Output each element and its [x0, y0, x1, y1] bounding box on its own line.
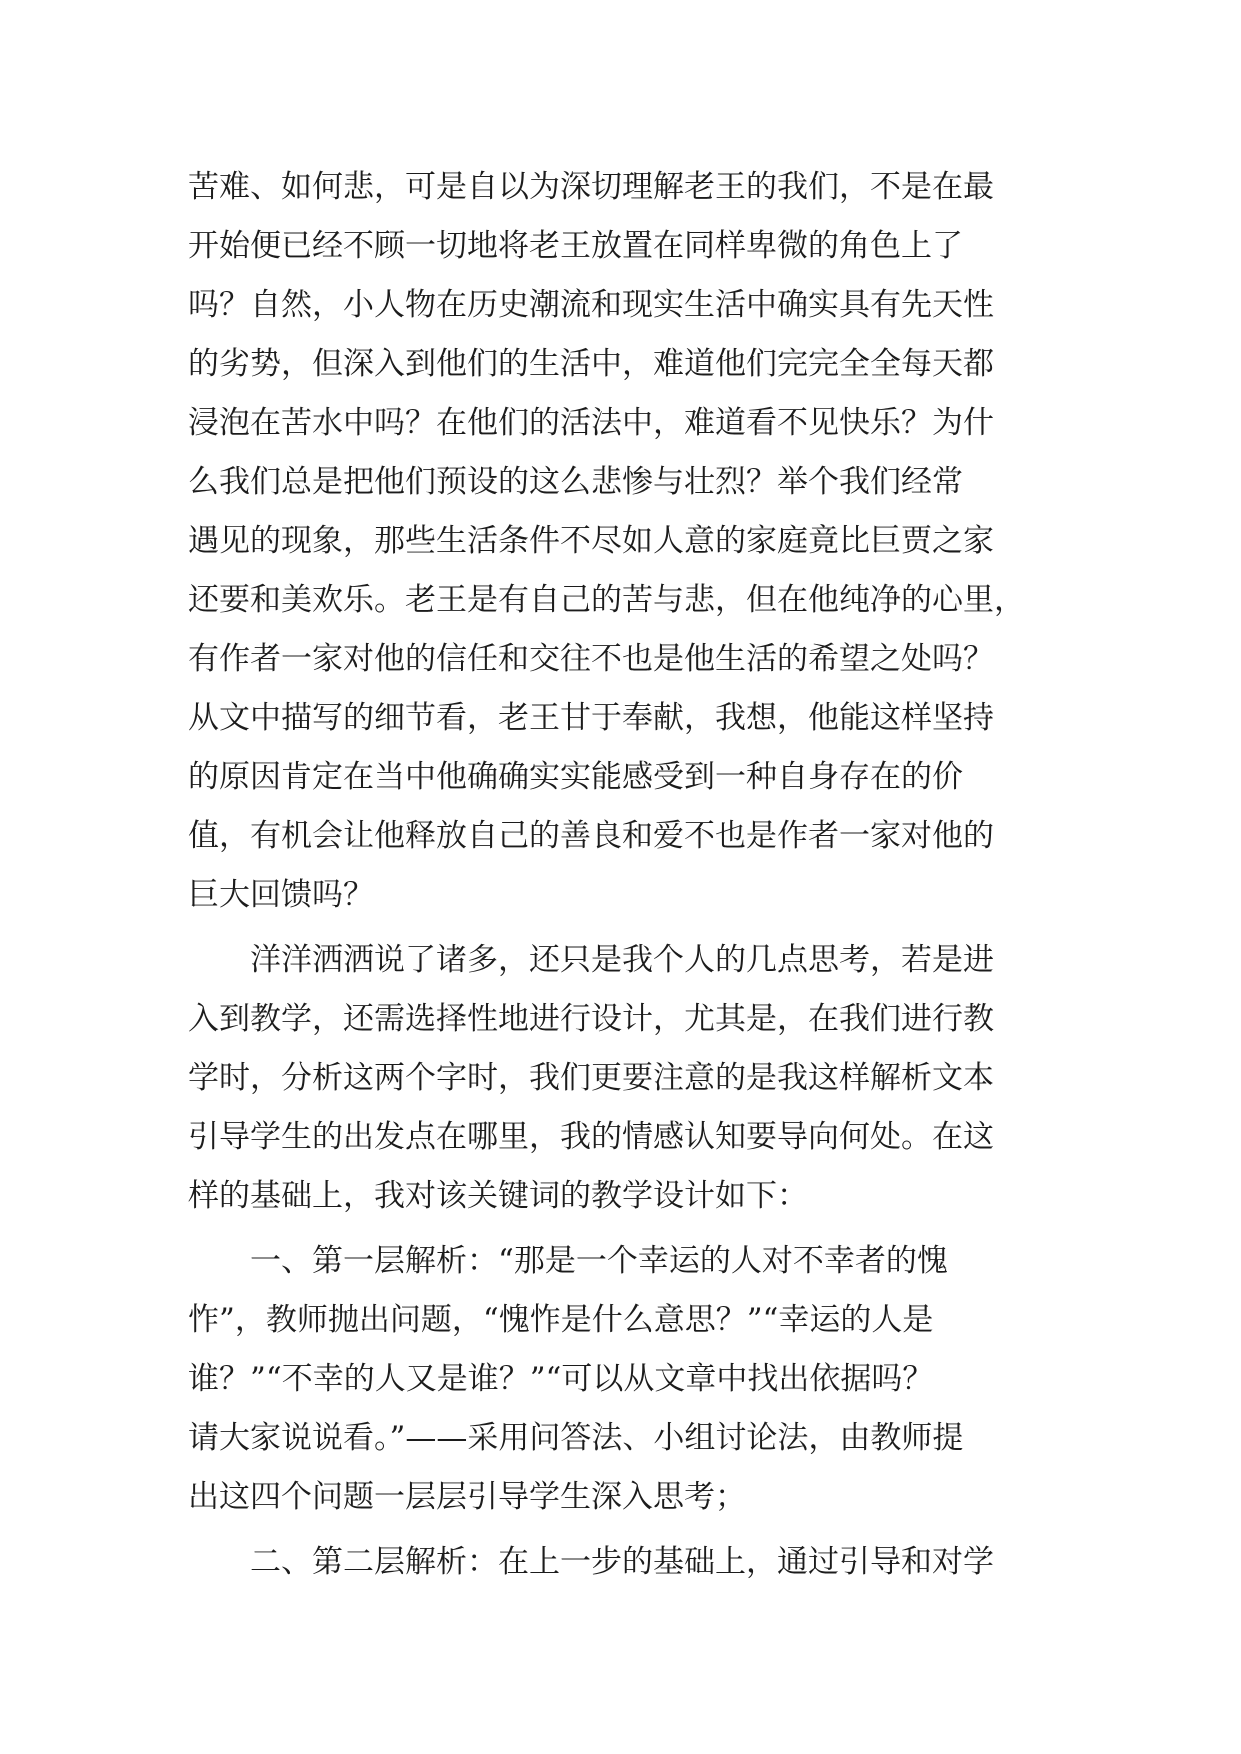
text-line: 谁？”“不幸的人又是谁？”“可以从文章中找出依据吗？	[188, 1361, 934, 1397]
paragraph-first-line: 一、第一层解析：“那是一个幸运的人对不幸者的愧	[250, 1243, 948, 1279]
text-line: 浸泡在苦水中吗？在他们的活法中，难道看不见快乐？为什	[188, 405, 994, 441]
text-line: 入到教学，还需选择性地进行设计，尤其是，在我们进行教	[188, 1001, 994, 1037]
text-line: 有作者一家对他的信任和交往不也是他生活的希望之处吗？	[188, 641, 994, 677]
text-line: 的原因肯定在当中他确确实实能感受到一种自身存在的价	[188, 759, 963, 795]
text-line: 遇见的现象，那些生活条件不尽如人意的家庭竟比巨贾之家	[188, 523, 994, 559]
text-line: 样的基础上，我对该关键词的教学设计如下：	[188, 1178, 808, 1214]
text-line: 学时，分析这两个字时，我们更要注意的是我这样解析文本	[188, 1060, 994, 1096]
text-line: 从文中描写的细节看，老王甘于奉献，我想，他能这样坚持	[188, 700, 994, 736]
text-line: 么我们总是把他们预设的这么悲惨与壮烈？举个我们经常	[188, 464, 963, 500]
text-line: 值，有机会让他释放自己的善良和爱不也是作者一家对他的	[188, 818, 994, 854]
text-line: 出这四个问题一层层引导学生深入思考；	[188, 1479, 746, 1515]
paragraph-first-line: 洋洋洒洒说了诸多，还只是我个人的几点思考，若是进	[250, 942, 994, 978]
body-text	[188, 158, 1068, 1592]
text-line: 巨大回馈吗？	[188, 877, 374, 913]
text-line: 开始便已经不顾一切地将老王放置在同样卑微的角色上了	[188, 228, 963, 264]
text-line: 的劣势，但深入到他们的生活中，难道他们完完全全每天都	[188, 346, 994, 382]
text-line: 还要和美欢乐。老王是有自己的苦与悲，但在他纯净的心里，	[188, 582, 1025, 618]
paragraph-first-line: 二、第二层解析：在上一步的基础上，通过引导和对学	[250, 1544, 994, 1580]
text-line: 吗？自然，小人物在历史潮流和现实生活中确实具有先天性	[188, 287, 994, 323]
text-line: 引导学生的出发点在哪里，我的情感认知要导向何处。在这	[188, 1119, 994, 1155]
text-line: 怍”，教师抛出问题，“愧怍是什么意思？”“幸运的人是	[188, 1302, 934, 1338]
text-line: 苦难、如何悲，可是自以为深切理解老王的我们，不是在最	[188, 169, 994, 205]
text-line: 请大家说说看。”——采用问答法、小组讨论法，由教师提	[188, 1420, 964, 1456]
